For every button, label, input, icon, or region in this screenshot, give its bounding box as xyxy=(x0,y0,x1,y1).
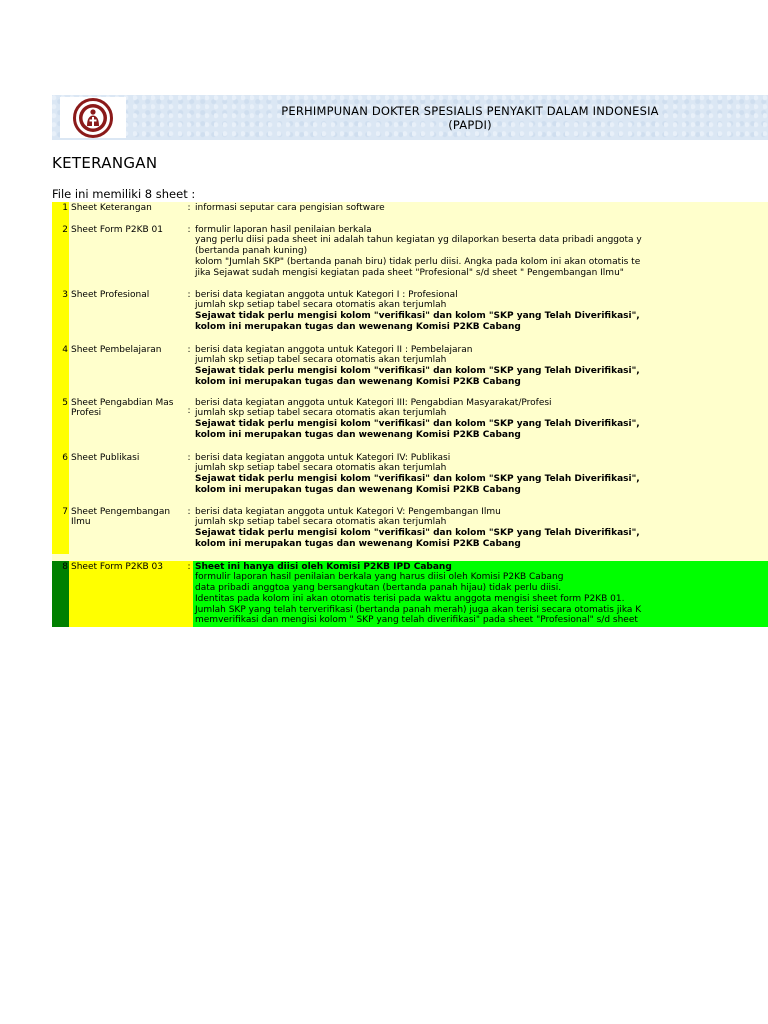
organization-abbrev: (PAPDI) xyxy=(448,118,492,132)
table-row xyxy=(52,224,768,289)
intro-text: File ini memiliki 8 sheet : xyxy=(52,187,196,201)
organization-title xyxy=(172,104,768,132)
sheet-description: Sheet ini hanya diisi oleh Komisi P2KB IPD Cabang formulir laporan hasil penilaian berkala yang harus diisi oleh Komisi P2KB Cabang data pribadi anggtoa yang bersangkutan (bertanda panah hijau) tidak perlu diisi. Identitas pada kolom ini akan otomatis terisi pada waktu anggota mengisi sheet form P2KB 01. Jumlah SKP yang telah terverifikasi (bertanda panah merah) juga akan terisi secara otomatis jika K memverifikasi dan mengisi kolom " SKP yang telah diverifikasi" pada sheet "Profesional" s/d sheet xyxy=(193,561,768,627)
row-number: 4 xyxy=(52,344,69,397)
table-row xyxy=(52,397,768,452)
separator-colon: : xyxy=(185,561,193,627)
separator-colon: : xyxy=(185,452,193,506)
table-row xyxy=(52,344,768,397)
row-number: 8 xyxy=(52,561,69,627)
separator-colon: : xyxy=(185,344,193,397)
row-number: 6 xyxy=(52,452,69,506)
sheet-name: Sheet Pembelajaran xyxy=(69,344,185,397)
papdi-logo-icon xyxy=(60,97,126,138)
table-row xyxy=(52,289,768,344)
separator-colon: : xyxy=(185,289,193,344)
row-number: 2 xyxy=(52,224,69,289)
table-row xyxy=(52,506,768,561)
row-number: 5 xyxy=(52,397,69,452)
sheet-name: Sheet Form P2KB 03 xyxy=(69,561,185,627)
page-title: KETERANGAN xyxy=(52,154,158,172)
sheet-name: Sheet Pengabdian Mas Profesi xyxy=(69,397,185,452)
sheet-name: Sheet Pengembangan Ilmu xyxy=(69,506,185,561)
sheet-name: Sheet Publikasi xyxy=(69,452,185,506)
separator-colon: : xyxy=(185,202,193,224)
organization-name: PERHIMPUNAN DOKTER SPESIALIS PENYAKIT DALAM INDONESIA xyxy=(281,104,659,118)
sheet-name: Sheet Profesional xyxy=(69,289,185,344)
row-number: 3 xyxy=(52,289,69,344)
table-row xyxy=(52,561,768,627)
row-spacer xyxy=(52,554,768,561)
row-number: 7 xyxy=(52,506,69,561)
sheet-list-table xyxy=(52,202,768,626)
table-row xyxy=(52,202,768,224)
row-number: 1 xyxy=(52,202,69,224)
separator-colon: : xyxy=(185,224,193,289)
separator-colon: : xyxy=(185,397,193,452)
sheet-description: formulir laporan hasil penilaian berkala yang perlu diisi pada sheet ini adalah tahun kegiatan yg dilaporkan beserta data pribadi anggota y (bertanda panah kuning) kolom "Jumlah SKP" (bertanda panah biru) tidak perlu diisi. Angka pada kolom ini akan otomatis te jika Sejawat sudah mengisi kegiatan pada sheet "Profesional" s/d sheet " Pengembangan Ilmu" xyxy=(193,224,768,289)
header-banner xyxy=(52,95,768,140)
sheet-description: berisi data kegiatan anggota untuk Kategori III: Pengabdian Masyarakat/Profesi jumlah skp setiap tabel secara otomatis akan terjumlah Sejawat tidak perlu mengisi kolom "verifikasi" dan kolom "SKP yang Telah Diverifikasi", kolom ini merupakan tugas dan wewenang Komisi P2KB Cabang xyxy=(193,397,768,452)
separator-colon: : xyxy=(185,506,193,561)
sheet-description: berisi data kegiatan anggota untuk Kategori V: Pengembangan Ilmu jumlah skp setiap tabel secara otomatis akan terjumlah Sejawat tidak perlu mengisi kolom "verifikasi" dan kolom "SKP yang Telah Diverifikasi", kolom ini merupakan tugas dan wewenang Komisi P2KB Cabang xyxy=(193,506,768,561)
sheet-description: informasi seputar cara pengisian software xyxy=(193,202,768,224)
sheet-name: Sheet Keterangan xyxy=(69,202,185,224)
table-row xyxy=(52,452,768,506)
sheet-description: berisi data kegiatan anggota untuk Kategori IV: Publikasi jumlah skp setiap tabel secara otomatis akan terjumlah Sejawat tidak perlu mengisi kolom "verifikasi" dan kolom "SKP yang Telah Diverifikasi", kolom ini merupakan tugas dan wewenang Komisi P2KB Cabang xyxy=(193,452,768,506)
sheet-name: Sheet Form P2KB 01 xyxy=(69,224,185,289)
sheet-description: berisi data kegiatan anggota untuk Kategori I : Profesional jumlah skp setiap tabel secara otomatis akan terjumlah Sejawat tidak perlu mengisi kolom "verifikasi" dan kolom "SKP yang Telah Diverifikasi", kolom ini merupakan tugas dan wewenang Komisi P2KB Cabang xyxy=(193,289,768,344)
sheet-description: berisi data kegiatan anggota untuk Kategori II : Pembelajaran jumlah skp setiap tabel secara otomatis akan terjumlah Sejawat tidak perlu mengisi kolom "verifikasi" dan kolom "SKP yang Telah Diverifikasi", kolom ini merupakan tugas dan wewenang Komisi P2KB Cabang xyxy=(193,344,768,397)
